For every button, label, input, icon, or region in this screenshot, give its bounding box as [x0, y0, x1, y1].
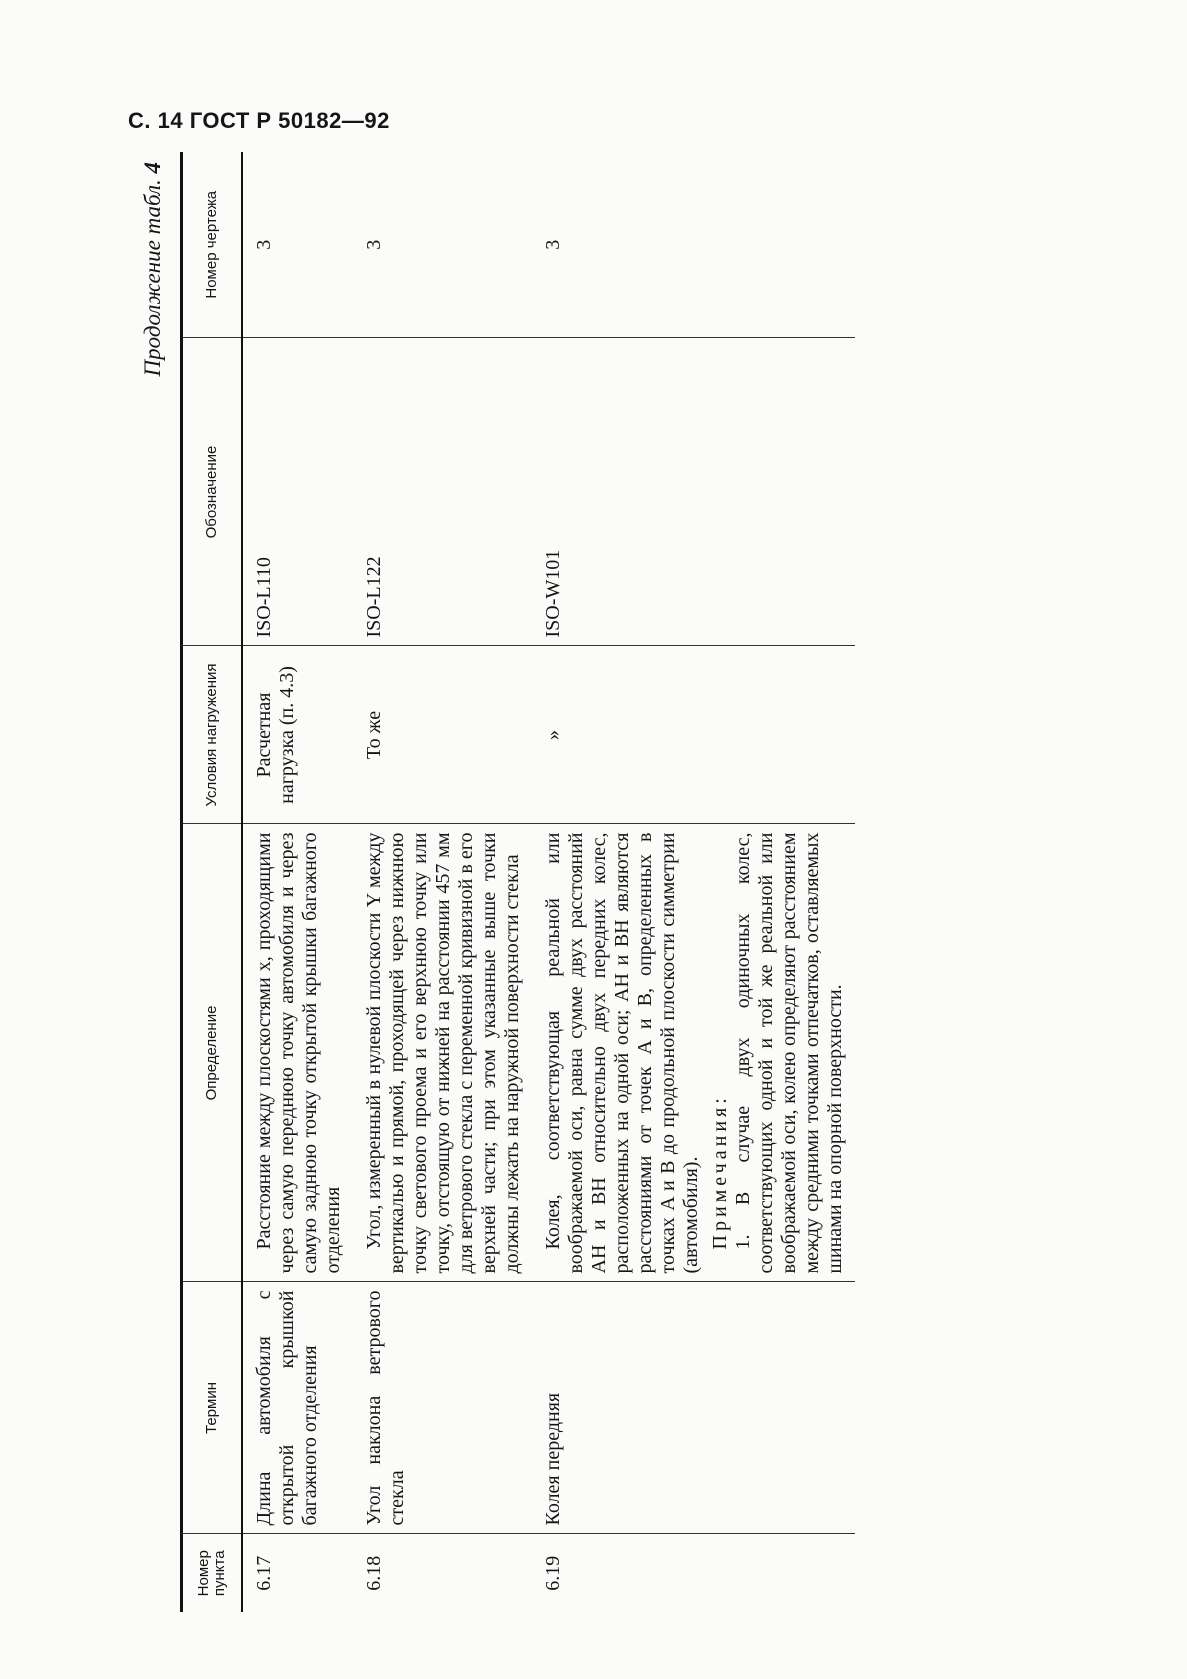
table-row	[532, 152, 855, 1612]
header-term: Термин	[182, 1282, 243, 1534]
definition-text: Расстояние между плоскостями x, проходящими через самую переднюю точку автомобиля и через самую заднюю точку открытой крышки багажного отделения	[253, 832, 344, 1274]
ditto-mark: »	[542, 730, 564, 740]
cell-term: Колея передняя	[532, 1282, 855, 1534]
cell-definition	[353, 824, 532, 1282]
header-designation: Обозначение	[182, 338, 243, 646]
header-drawing-no: Номер чертежа	[182, 152, 243, 338]
cell-item-no: 6.19	[542, 1555, 564, 1591]
cell-load: То же	[353, 646, 532, 824]
table-row	[353, 152, 532, 1612]
header-definition: Определение	[182, 824, 243, 1282]
cell-designation: ISO-L122	[353, 338, 532, 646]
caption-text: Продолжение табл.	[140, 179, 165, 377]
table-header-row	[182, 152, 243, 1612]
cell-item-no: 6.18	[363, 1555, 385, 1591]
cell-term: Угол наклона ветрового стекла	[353, 1282, 532, 1534]
cell-designation: ISO-L110	[242, 338, 353, 646]
cell-definition	[242, 824, 353, 1282]
terms-table	[180, 152, 855, 1612]
note-item: 1. В случае двух одиночных колес, соответствующих одной и той же реальной или воображаемой оси, колею определяют расстоянием между средними точками отпечатков, оставляемых шинами на опорной поверхности.	[732, 832, 846, 1274]
header-item-no: Номер пункта	[182, 1534, 243, 1612]
caption-number: 4	[140, 162, 165, 174]
notes-heading: Примечания:	[709, 1094, 731, 1250]
rotated-table-block	[140, 152, 1156, 1612]
definition-text: Угол, измеренный в нулевой плоскости Y между вертикалью и прямой, проходящей через нижнюю точку светового проема и его верхнюю точку или точку, отстоящую от нижней на расстоянии 457 мм для ветрового стекла с переменной кривизной в его верхней части; при этом указанные выше точки должны лежать на наружной поверхности стекла	[363, 832, 523, 1274]
cell-load: Расчетная нагрузка (п. 4.3)	[242, 646, 353, 824]
header-load: Условия нагружения	[182, 646, 243, 824]
cell-drawing-no: 3	[242, 152, 353, 338]
page-header: С. 14 ГОСТ Р 50182—92	[128, 108, 390, 133]
cell-definition	[532, 824, 855, 1282]
cell-designation: ISO-W101	[532, 338, 855, 646]
table-caption	[140, 162, 166, 376]
cell-drawing-no: 3	[532, 152, 855, 338]
cell-drawing-no: 3	[353, 152, 532, 338]
cell-term: Длина автомобиля с открытой крышкой багажного отделения	[242, 1282, 353, 1534]
cell-load	[532, 646, 855, 824]
cell-item-no: 6.17	[253, 1555, 275, 1591]
table-row	[242, 152, 353, 1612]
definition-text: Колея, соответствующая реальной или воображаемой оси, равна сумме двух расстояний AH и BH относительно двух передних колес, расположенных на одной оси; AH и BH являются расстояниями от точек A и B, определенных в точках A и B до продольной плоскости симметрии (автомобиля).	[542, 832, 702, 1274]
